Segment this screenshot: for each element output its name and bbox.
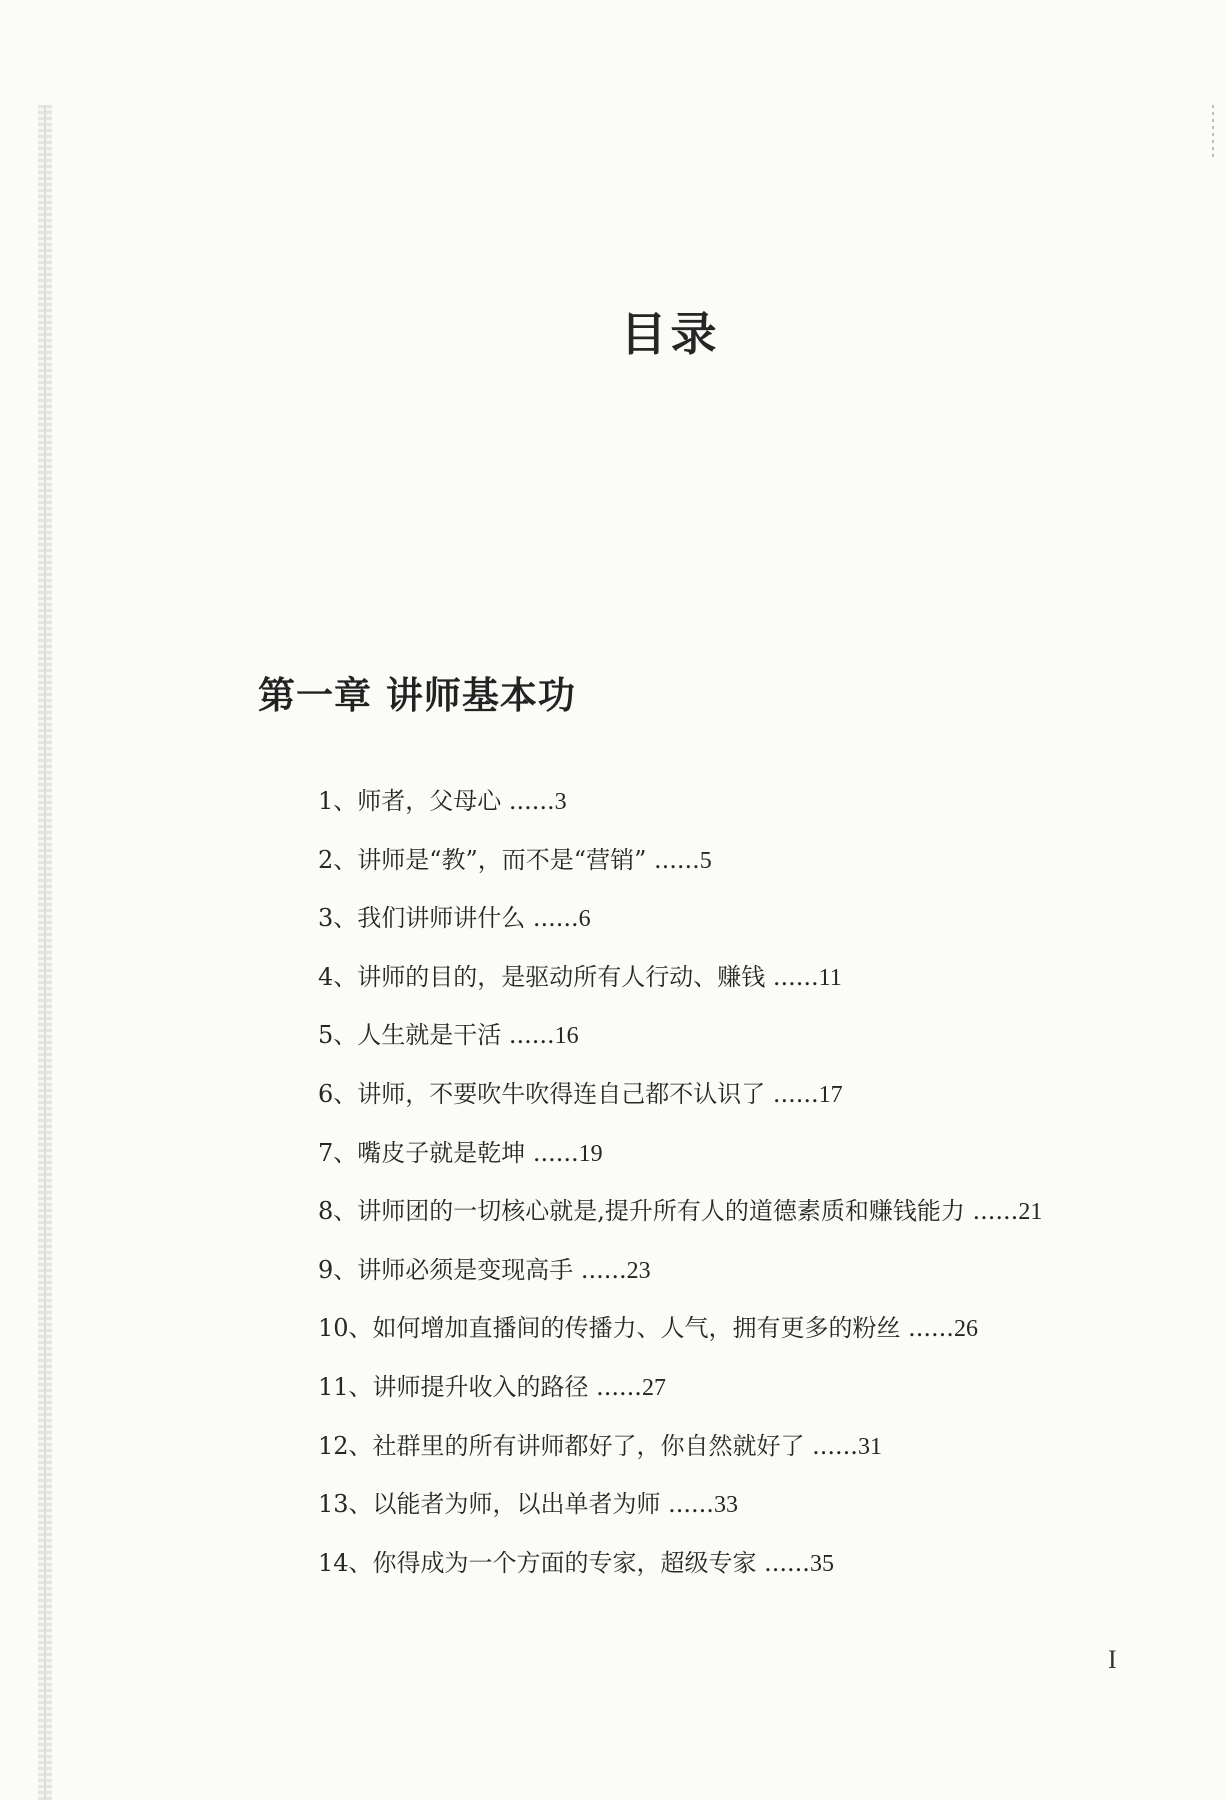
toc-entry-page: 19 xyxy=(578,1140,603,1167)
toc-entry xyxy=(318,1370,1198,1429)
chapter-title: 第一章 讲师基本功 xyxy=(258,673,576,717)
toc-entry-text: 1、师者，父母心 ...... xyxy=(318,787,555,815)
toc-entry-page: 35 xyxy=(809,1550,834,1577)
toc-entry-text: 8、讲师团的一切核心就是,提升所有人的道德素质和赚钱能力 ...... xyxy=(318,1197,1019,1226)
toc-title: 目录 xyxy=(620,307,721,361)
toc-entry xyxy=(318,1253,1198,1312)
toc-entry-page: 31 xyxy=(857,1433,882,1460)
toc-entry-text: 2、讲师是“教”，而不是“营销” ...... xyxy=(318,845,700,874)
toc-entry-page: 16 xyxy=(554,1023,579,1050)
toc-entry-text: 13、以能者为师，以出单者为师 ...... xyxy=(318,1490,714,1519)
toc-entry xyxy=(318,1077,1198,1136)
toc-entry-text: 3、我们讲师讲什么 ...... xyxy=(318,904,579,933)
toc-entry-page: 23 xyxy=(626,1257,651,1284)
toc-entry-page: 5 xyxy=(699,847,712,874)
toc-entry-page: 27 xyxy=(641,1374,666,1401)
toc-entry-page: 17 xyxy=(818,1081,843,1108)
toc-entry-text: 9、讲师必须是变现高手 ...... xyxy=(318,1255,627,1284)
toc-entry-page: 21 xyxy=(1018,1199,1043,1226)
toc-entry-text: 10、如何增加直播间的传播力、人气，拥有更多的粉丝 ...... xyxy=(318,1314,954,1343)
toc-entry xyxy=(318,1546,1198,1605)
toc-entry-page: 33 xyxy=(713,1492,738,1519)
toc-entry-page: 11 xyxy=(818,964,842,991)
toc-entry-text: 4、讲师的目的，是驱动所有人行动、赚钱 ...... xyxy=(318,962,819,991)
scan-edge-mark xyxy=(1212,105,1214,160)
toc-entry-page: 3 xyxy=(554,789,567,815)
toc-entry-text: 7、嘴皮子就是乾坤 ...... xyxy=(318,1138,579,1167)
toc-entry-text: 6、讲师，不要吹牛吹得连自己都不认识了 ...... xyxy=(318,1079,819,1108)
toc-entry-text: 5、人生就是干活 ...... xyxy=(318,1021,555,1050)
toc-entry xyxy=(318,1136,1198,1195)
toc-entry xyxy=(318,1311,1198,1370)
toc-entry xyxy=(318,1429,1198,1488)
page-number: I xyxy=(1108,1645,1117,1674)
toc-entry xyxy=(318,1018,1198,1077)
toc-entry xyxy=(318,843,1198,902)
toc-entry xyxy=(318,960,1198,1019)
toc-entry-text: 12、社群里的所有讲师都好了，你自然就好了 ...... xyxy=(318,1431,858,1460)
toc-entry-text: 14、你得成为一个方面的专家，超级专家 ...... xyxy=(318,1548,810,1577)
toc-entry xyxy=(318,784,1198,843)
toc-entry xyxy=(318,1194,1198,1253)
toc-list xyxy=(318,784,1198,1604)
toc-entry-text: 11、讲师提升收入的路径 ...... xyxy=(318,1372,642,1401)
toc-entry xyxy=(318,1487,1198,1546)
toc-entry xyxy=(318,901,1198,960)
toc-entry-page: 6 xyxy=(578,906,591,933)
toc-entry-page: 26 xyxy=(953,1316,978,1343)
